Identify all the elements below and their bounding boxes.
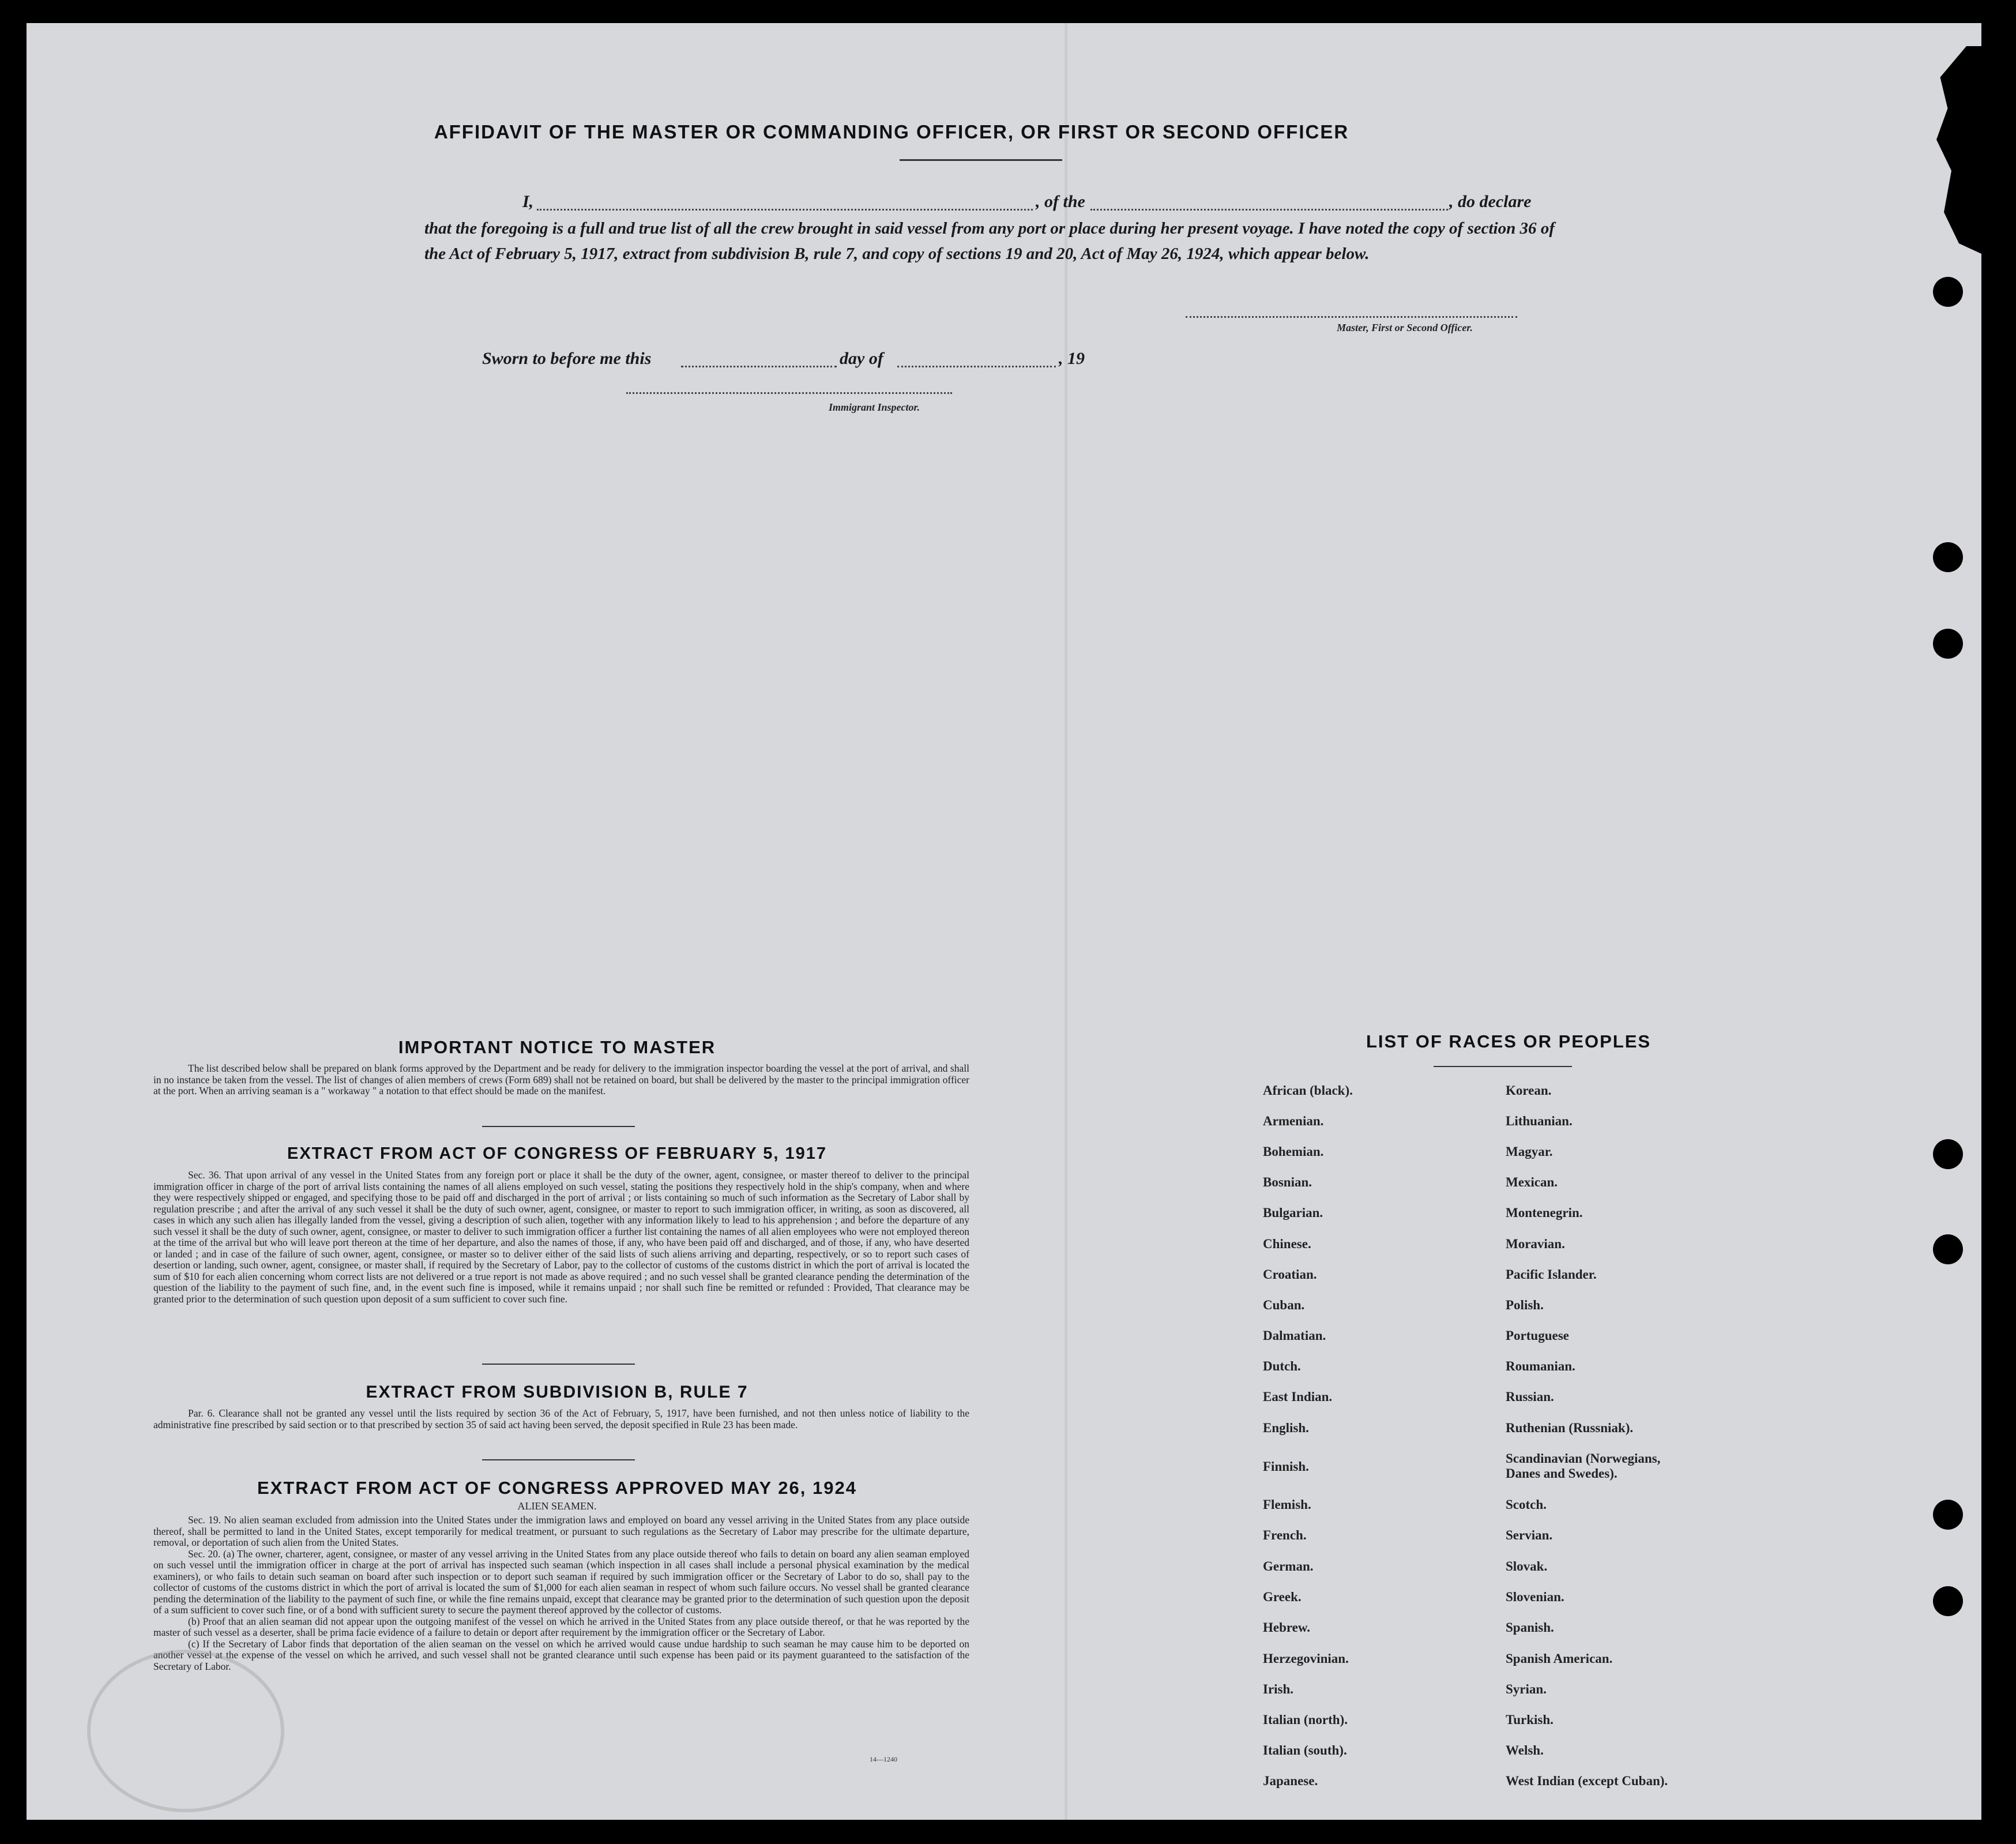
race-item: Cuban. — [1263, 1298, 1305, 1312]
extract-rule7-rule — [482, 1459, 635, 1460]
races-title: LIST OF RACES OR PEOPLES — [1366, 1031, 1652, 1051]
page-fold — [1065, 23, 1068, 1820]
race-item: Portuguese — [1506, 1328, 1569, 1343]
section-20b-paragraph: (b) Proof that an alien seaman did not appear upon the outgoing manifest of the vessel on which he arrived in the United States from any place outside thereof, or that he was reported by the master of such vessel as a deserter, shall be prima facie evidence of a failure to detain or deport after requirement by the immigration officer or the Secretary of Labor. — [153, 1615, 969, 1638]
race-item: Japanese. — [1263, 1774, 1318, 1788]
inspector-signature-label: Immigrant Inspector. — [828, 401, 920, 413]
year-label: , 19 — [1059, 349, 1085, 368]
affidavit-body: that the foregoing is a full and true list of all the crew brought in said vessel from any port or place during her present voyage. I have noted the copy of section 36 of the Act of February 5, 1917, extract from subdivision B, rule 7, and copy of sections 19 and 20, Act of May 26, 1924, which appear below. — [424, 219, 1555, 263]
race-item: Slovenian. — [1506, 1590, 1564, 1604]
of-the-label: , of the — [1036, 192, 1085, 211]
section-20a-paragraph: Sec. 20. (a) The owner, charterer, agent, consignee, or master of any vessel arriving in the United States from any place outside thereof who fails to detain on board any alien seaman employed on such vessel until the immigration officer in charge at the port of arrival has inspected such seaman (which inspection in all cases shall include a personal physical examination by the medical examiners), or who fails to detain such seaman on board after such inspection or to deport such seaman if required by such immigration officer or the Secretary of Labor to do so, shall pay to the collector of customs of the customs district in which the port of arrival is located the sum of $1,000 for each alien seaman in respect of whom such failure occurs. No vessel shall be granted clearance pending the determination of the liability to the payment of such fine, or while the fine remains unpaid, except that clearance may be granted prior to the determination of such question upon the deposit of a sum sufficient to cover such fine, or of a bond with sufficient surety to secure the payment thereof approved by the collector of customs. — [153, 1548, 969, 1616]
alien-seamen-subtitle: ALIEN SEAMEN. — [517, 1500, 597, 1512]
punch-hole — [1933, 542, 1963, 572]
faded-seal-stamp — [87, 1650, 284, 1812]
race-item: Mexican. — [1506, 1175, 1558, 1189]
race-item: Spanish. — [1506, 1620, 1554, 1635]
punch-hole — [1933, 1500, 1963, 1530]
paragraph-6: Par. 6. Clearance shall not be granted any vessel until the lists required by section 36 of the Act of February, 5, 1917, have been furnished, and not then unless notice of liability to the administrative fine prescribed by said section or to that prescribed by section 35 of said act having been served, the deposit specified in Rule 23 has been made. — [153, 1407, 969, 1430]
notice-rule — [482, 1126, 635, 1127]
do-declare-label: , do declare — [1449, 192, 1532, 211]
race-item: Ruthenian (Russniak). — [1506, 1421, 1634, 1435]
race-item: West Indian (except Cuban). — [1506, 1774, 1668, 1788]
document-page — [27, 23, 1981, 1820]
extract-1917-rule — [482, 1364, 635, 1365]
sworn-label: Sworn to before me this — [482, 349, 652, 368]
day-of-label: day of — [840, 349, 883, 368]
races-right-column — [1506, 1083, 1748, 1798]
race-item: Lithuanian. — [1506, 1114, 1573, 1128]
race-item: Hebrew. — [1263, 1620, 1310, 1635]
race-item: Bulgarian. — [1263, 1205, 1323, 1220]
section-36-paragraph: Sec. 36. That upon arrival of any vessel in the United States from any foreign port or place it shall be the duty of the owner, agent, consignee, or master thereof to deliver to the principal immigration officer in charge of the port of arrival lists containing the names of all aliens employed on such vessel, stating the positions they respectively hold in the ship's company, when and where they were respectively shipped or engaged, and specifying those to be paid off and discharged in the port of arrival ; or lists containing so much of such information as the Secretary of Labor shall by regulation prescribe ; and after the arrival of any such vessel it shall be the duty of such owner, agent, consignee, or master to report to such immigration officer, in writing, as soon as discovered, all cases in which any such alien has illegally landed from the vessel, giving a description of such alien, together with any information likely to lead to his apprehension ; and before the departure of any such vessel it shall be the duty of such owner, agent, consignee, or master to deliver to such immigration officer a further list containing the names of all alien employees who were not employed thereon at the time of the arrival but who will leave port thereon at the time of her departure, and also the names of those, if any, who have been paid off and discharged, and of those, if any, who have deserted or landed ; and in case of the failure of such owner, agent, consignee, or master so to deliver either of the said lists of such aliens arriving and departing, respectively, or so to report such cases of desertion or landing, such owner, agent, consignee, or master shall, if required by the Secretary of Labor, pay to the collector of customs of the customs district in which the port of arrival is located the sum of $10 for each alien concerning whom correct lists are not delivered or a true report is not made as above required ; and no such vessel shall be granted clearance pending the determination of the question of the liability to the payment of such fine, and, in the event such fine is imposed, while it remains unpaid ; nor shall such fine be remitted or refunded : Provided, That clearance may be granted prior to the determination of such question upon deposit of a sum sufficient to cover such fine. — [153, 1169, 969, 1305]
race-item: Russian. — [1506, 1389, 1554, 1404]
inspector-signature-line[interactable] — [626, 392, 952, 394]
notice-paragraph: The list described below shall be prepared on blank forms approved by the Department and be ready for delivery to the immigration inspector boarding the vessel at the port of arrival, and shall in no instance be taken from the vessel. The list of changes of alien members of crews (Form 689) shall not be retained on board, but shall be delivered by the master to the principal immigration officer at the port. When an arriving seaman is a " workaway " a notation to that effect should be made on the manifest. — [153, 1062, 969, 1096]
master-name-field[interactable] — [537, 194, 1033, 211]
torn-corner — [1906, 46, 1981, 254]
race-item: Scotch. — [1506, 1497, 1547, 1512]
race-item: Syrian. — [1506, 1682, 1547, 1696]
race-item: Dalmatian. — [1263, 1328, 1326, 1343]
punch-hole — [1933, 277, 1963, 307]
race-item: Italian (north). — [1263, 1712, 1348, 1727]
master-signature-line[interactable] — [1186, 316, 1517, 318]
race-item: Finnish. — [1263, 1459, 1309, 1474]
race-item: Montenegrin. — [1506, 1205, 1583, 1220]
race-item: Croatian. — [1263, 1267, 1317, 1282]
notice-text — [153, 1063, 969, 1097]
race-item: Turkish. — [1506, 1712, 1554, 1727]
extract-1917-text — [153, 1170, 969, 1305]
race-item: Dutch. — [1263, 1359, 1301, 1373]
race-item: Herzegovinian. — [1263, 1651, 1349, 1666]
race-item: Slovak. — [1506, 1559, 1548, 1573]
extract-rule7-title: EXTRACT FROM SUBDIVISION B, RULE 7 — [366, 1383, 749, 1402]
master-signature-label: Master, First or Second Officer. — [1337, 322, 1473, 333]
races-left-column — [1263, 1083, 1482, 1798]
sworn-month-field[interactable] — [897, 351, 1056, 367]
notice-title: IMPORTANT NOTICE TO MASTER — [398, 1037, 716, 1057]
race-item: Flemish. — [1263, 1497, 1311, 1512]
affidavit-title: AFFIDAVIT OF THE MASTER OR COMMANDING OFFICER, OR FIRST OR SECOND OFFICER — [434, 121, 1349, 142]
affidavit-title-rule — [900, 159, 1062, 161]
punch-hole — [1933, 1139, 1963, 1169]
extract-rule7-text — [153, 1408, 969, 1430]
extract-1917-title: EXTRACT FROM ACT OF CONGRESS OF FEBRUARY 5, 1917 — [287, 1144, 828, 1163]
race-item: Roumanian. — [1506, 1359, 1575, 1373]
race-item: Italian (south). — [1263, 1743, 1347, 1757]
race-item: Irish. — [1263, 1682, 1294, 1696]
race-item: Polish. — [1506, 1298, 1544, 1312]
affidavit-i-label: I, — [522, 192, 534, 211]
race-item: Greek. — [1263, 1590, 1302, 1604]
races-title-rule — [1434, 1066, 1572, 1067]
race-item: Welsh. — [1506, 1743, 1544, 1757]
race-item: Scandinavian (Norwegians, Danes and Swedes). — [1506, 1451, 1661, 1481]
punch-hole — [1933, 1586, 1963, 1616]
race-item: Moravian. — [1506, 1237, 1565, 1251]
race-item: English. — [1263, 1421, 1309, 1435]
form-number: 14—1240 — [870, 1755, 897, 1763]
section-19-paragraph: Sec. 19. No alien seaman excluded from admission into the United States under the immigration laws and employed on board any vessel arriving in the United States from any place outside thereof, shall be permitted to land in the United States, except temporarily for medical treatment, or pursuant to such regulations as the Secretary of Labor may prescribe for the ultimate departure, removal, or deportation of such alien from the United States. — [153, 1514, 969, 1548]
race-item: Pacific Islander. — [1506, 1267, 1597, 1282]
race-item: French. — [1263, 1528, 1307, 1542]
punch-hole — [1933, 1234, 1963, 1264]
race-item: German. — [1263, 1559, 1314, 1573]
race-item: African (black). — [1263, 1083, 1353, 1098]
race-item: Servian. — [1506, 1528, 1553, 1542]
race-item: Spanish American. — [1506, 1651, 1613, 1666]
race-item: Magyar. — [1506, 1144, 1553, 1159]
section-20c-paragraph: (c) If the Secretary of Labor finds that deportation of the alien seaman on the vessel on which he arrived would cause undue hardship to such seaman he may cause him to be deported on another vessel at the expense of the vessel on which he arrived, and such vessel shall not be granted clearance until such expense has been paid or its payment guaranteed to the satisfaction of the Secretary of Labor. — [153, 1638, 969, 1672]
extract-1924-text — [153, 1515, 969, 1672]
race-item: Bosnian. — [1263, 1175, 1312, 1189]
vessel-name-field[interactable] — [1090, 194, 1448, 211]
sworn-day-field[interactable] — [681, 351, 837, 367]
race-item: Chinese. — [1263, 1237, 1311, 1251]
race-item: East Indian. — [1263, 1389, 1333, 1404]
extract-1924-title: EXTRACT FROM ACT OF CONGRESS APPROVED MAY 26, 1924 — [257, 1478, 857, 1498]
punch-hole — [1933, 629, 1963, 659]
race-item: Korean. — [1506, 1083, 1552, 1098]
race-item: Armenian. — [1263, 1114, 1324, 1128]
race-item: Bohemian. — [1263, 1144, 1324, 1159]
